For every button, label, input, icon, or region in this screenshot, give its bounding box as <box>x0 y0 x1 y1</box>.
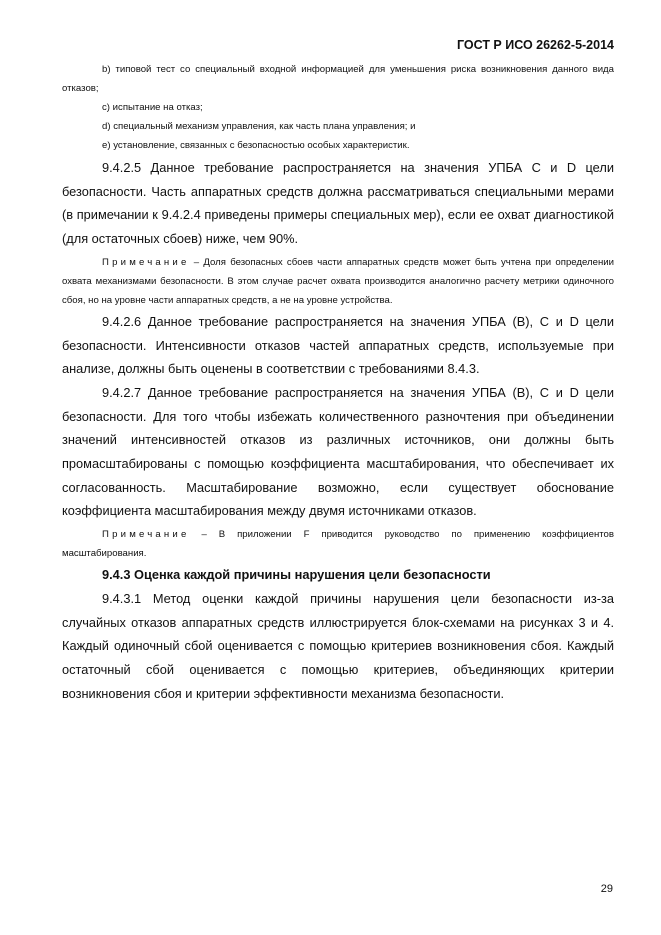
paragraph-9-4-2-7: 9.4.2.7 Данное требование распространяется на значения УПБА (В), С и D цели безопасности. Для того чтобы избежать количественного разночтения при объединении значений интенсивностей отказов из различных источников, они должны быть промасштабированы с помощью коэффициента масштабирования, что обеспечивает их согласованность. Масштабирование возможно, если существует обоснование коэффициента масштабирования между двумя источниками отказов. <box>62 384 614 519</box>
list-item-c: c) испытание на отказ; <box>102 102 203 113</box>
list-item-e: e) установление, связанных с безопасностью особых характеристик. <box>102 140 410 151</box>
note-2-text: – В приложении F приводится руководство по применению коэффициентов масштабирования. <box>62 529 614 560</box>
paragraph-9-4-2-5: 9.4.2.5 Данное требование распространяется на значения УПБА С и D цели безопасности. Часть аппаратных средств должна рассматриваться специальными мерами (в примечании к 9.4.2.4 приведены примеры специальных мер), если ее охват диагностикой (для остаточных сбоев) ниже, чем 90%. <box>62 160 614 247</box>
note-2-label: Примечание <box>102 529 190 541</box>
paragraph-9-4-2-6: 9.4.2.6 Данное требование распространяется на значения УПБА (В), С и D цели безопасности. Интенсивности отказов частей аппаратных средств, используемые при анализе, должны быть оценены в соответствии с требованиями 8.4.3. <box>62 313 614 377</box>
note-2 <box>62 525 614 563</box>
paragraph-9-4-3-1: 9.4.3.1 Метод оценки каждой причины нарушения цели безопасности из-за случайных отказов аппаратных средств иллюстрируется блок-схемами на рисунках 3 и 4. Каждый одиночный сбой оценивается с помощью критериев возникновения сбоя. Каждый остаточный сбой оценивается с помощью критериев, объединяющих критерии возникновения сбоя и критерии эффективности механизма безопасности. <box>62 590 614 701</box>
document-code-header: ГОСТ Р ИСО 26262-5-2014 <box>456 38 614 52</box>
note-1-text: – Доля безопасных сбоев части аппаратных средств может быть учтена при определении охвата механизмами безопасности. В этом случае расчет охвата производится аналогично расчету метрики одиночного сбоя, но на уровне части аппаратных средств, а не на уровне устройства. <box>62 256 614 306</box>
list-item-d: d) специальный механизм управления, как часть плана управления; и <box>102 121 416 132</box>
note-1 <box>62 253 614 310</box>
list-item-b: b) типовой тест со специальный входной информацией для уменьшения риска возникновения данного вида отказов; <box>62 64 614 94</box>
section-heading-9-4-3: 9.4.3 Оценка каждой причины нарушения цели безопасности <box>102 567 491 583</box>
page-content <box>62 60 614 705</box>
note-1-label: Примечание <box>102 256 190 268</box>
page-number: 29 <box>600 883 613 895</box>
